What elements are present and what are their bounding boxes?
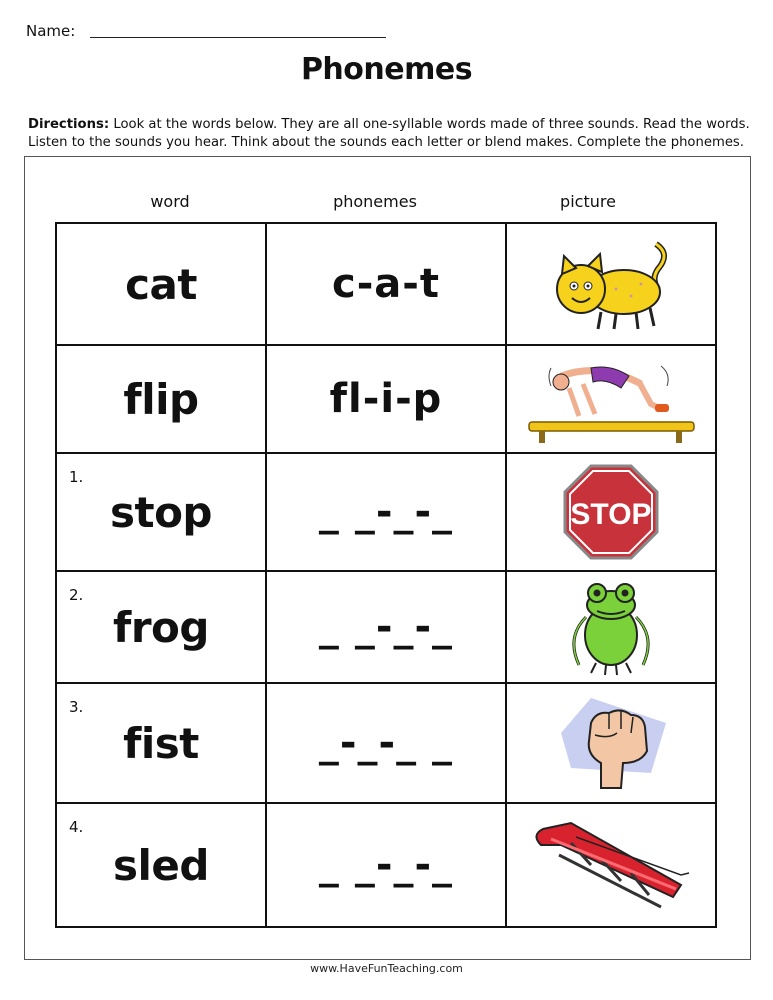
word-cell: [56, 223, 266, 345]
cat-icon: [546, 234, 676, 334]
table-row: [56, 345, 716, 453]
directions-label: Directions:: [28, 117, 110, 132]
page-title: Phonemes: [300, 52, 473, 87]
phoneme-blank: _ _-_-_: [318, 489, 454, 535]
row-number: 1.: [69, 468, 84, 486]
picture-cell: [506, 683, 716, 803]
row-number: 2.: [69, 586, 84, 604]
word-cell: [56, 683, 266, 803]
word-cell: [56, 803, 266, 927]
phoneme-cell: [266, 223, 506, 345]
directions: [28, 116, 753, 152]
word-cell: [56, 453, 266, 571]
word-text: flip: [123, 374, 199, 424]
picture-cell: [506, 803, 716, 927]
name-label: Name:: [26, 22, 76, 40]
row-number: 3.: [69, 698, 84, 716]
phoneme-cell: [266, 345, 506, 453]
column-header-picture: picture: [560, 192, 616, 211]
phoneme-blank: _ _-_-_: [318, 842, 454, 888]
table-row: [56, 683, 716, 803]
phoneme-cell: [266, 803, 506, 927]
frog-icon: [561, 577, 661, 677]
row-number: 4.: [69, 818, 84, 836]
gymnast-flip-icon: [521, 354, 701, 444]
word-text: cat: [125, 259, 197, 309]
word-text: sled: [113, 840, 209, 890]
directions-text: Look at the words below. They are all one-syllable words made of three sounds. Read the words. Listen to the sounds you hear. Think about the sounds each letter or blend makes. Complete the phonemes.: [28, 117, 750, 150]
picture-cell: [506, 345, 716, 453]
phoneme-cell: [266, 683, 506, 803]
word-cell: [56, 345, 266, 453]
stop-sign-icon: [561, 462, 661, 562]
word-text: fist: [123, 718, 199, 768]
phoneme-cell: [266, 453, 506, 571]
phoneme-blank: _ _-_-_: [318, 604, 454, 650]
column-header-phonemes: phonemes: [333, 192, 417, 211]
word-cell: [56, 571, 266, 683]
picture-cell: [506, 223, 716, 345]
sled-icon: [531, 815, 691, 915]
picture-cell: [506, 453, 716, 571]
table-row: [56, 453, 716, 571]
table-row: [56, 571, 716, 683]
column-header-word: word: [150, 192, 190, 211]
phoneme-text: fl-i-p: [329, 376, 443, 422]
picture-cell: [506, 571, 716, 683]
table-row: [56, 223, 716, 345]
phoneme-text: c-a-t: [331, 261, 441, 307]
phoneme-table: [55, 222, 717, 928]
fist-icon: [551, 693, 671, 793]
footer-url: www.HaveFunTeaching.com: [310, 962, 463, 975]
name-field[interactable]: [90, 37, 386, 38]
word-text: frog: [113, 602, 209, 652]
svg-text:STOP: STOP: [570, 498, 652, 531]
phoneme-blank: _-_-_ _: [318, 720, 454, 766]
phoneme-cell: [266, 571, 506, 683]
table-row: [56, 803, 716, 927]
word-text: stop: [110, 487, 212, 537]
